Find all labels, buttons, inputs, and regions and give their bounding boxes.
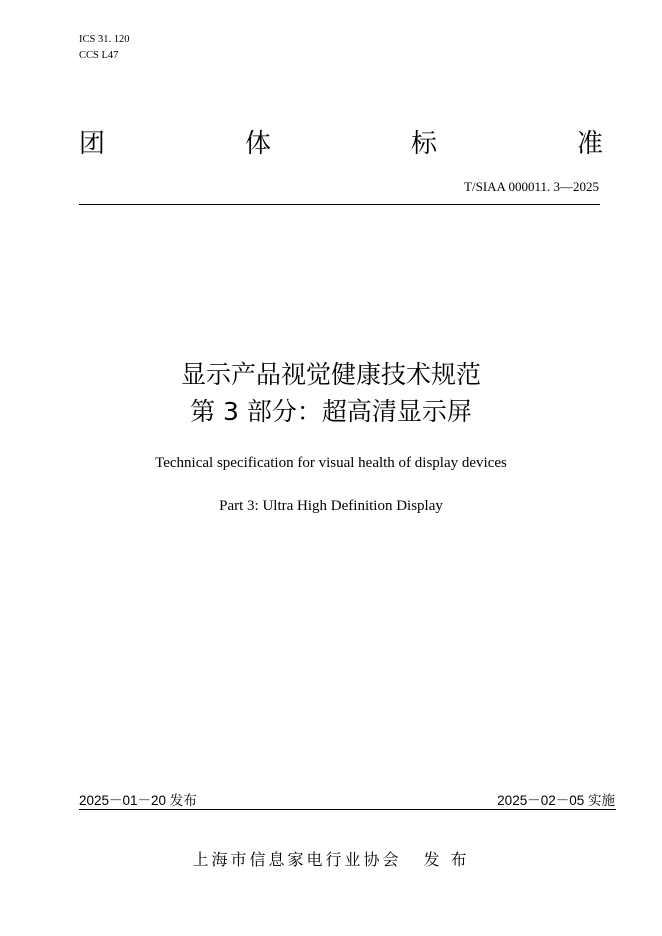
ics-code: ICS 31. 120 (79, 34, 130, 45)
issuer-organization: 上海市信息家电行业协会 (192, 850, 402, 869)
implement-date: 2025－02－05 实施 (497, 793, 615, 808)
standard-type-heading (79, 126, 603, 162)
standard-type-char-1: 团 (79, 129, 106, 159)
title-zh-line-2: 第 3 部分：超高清显示屏 (190, 397, 472, 426)
title-en-line-1: Technical specification for visual health of display devices (155, 455, 507, 471)
standard-type-char-2: 体 (244, 129, 271, 159)
ccs-code: CCS L47 (79, 50, 119, 61)
top-divider (79, 204, 600, 205)
issuer-line (0, 850, 662, 870)
title-zh-line-1: 显示产品视觉健康技术规范 (180, 360, 481, 389)
publish-date: 2025－01－20 发布 (79, 793, 197, 808)
issuer-action: 发 布 (423, 850, 470, 869)
standard-number: T/SIAA 000011. 3—2025 (464, 179, 599, 194)
title-en-line-2: Part 3: Ultra High Definition Display (219, 498, 443, 514)
bottom-divider (79, 809, 616, 810)
standard-type-char-4: 准 (576, 129, 603, 159)
standard-type-char-3: 标 (410, 129, 437, 159)
